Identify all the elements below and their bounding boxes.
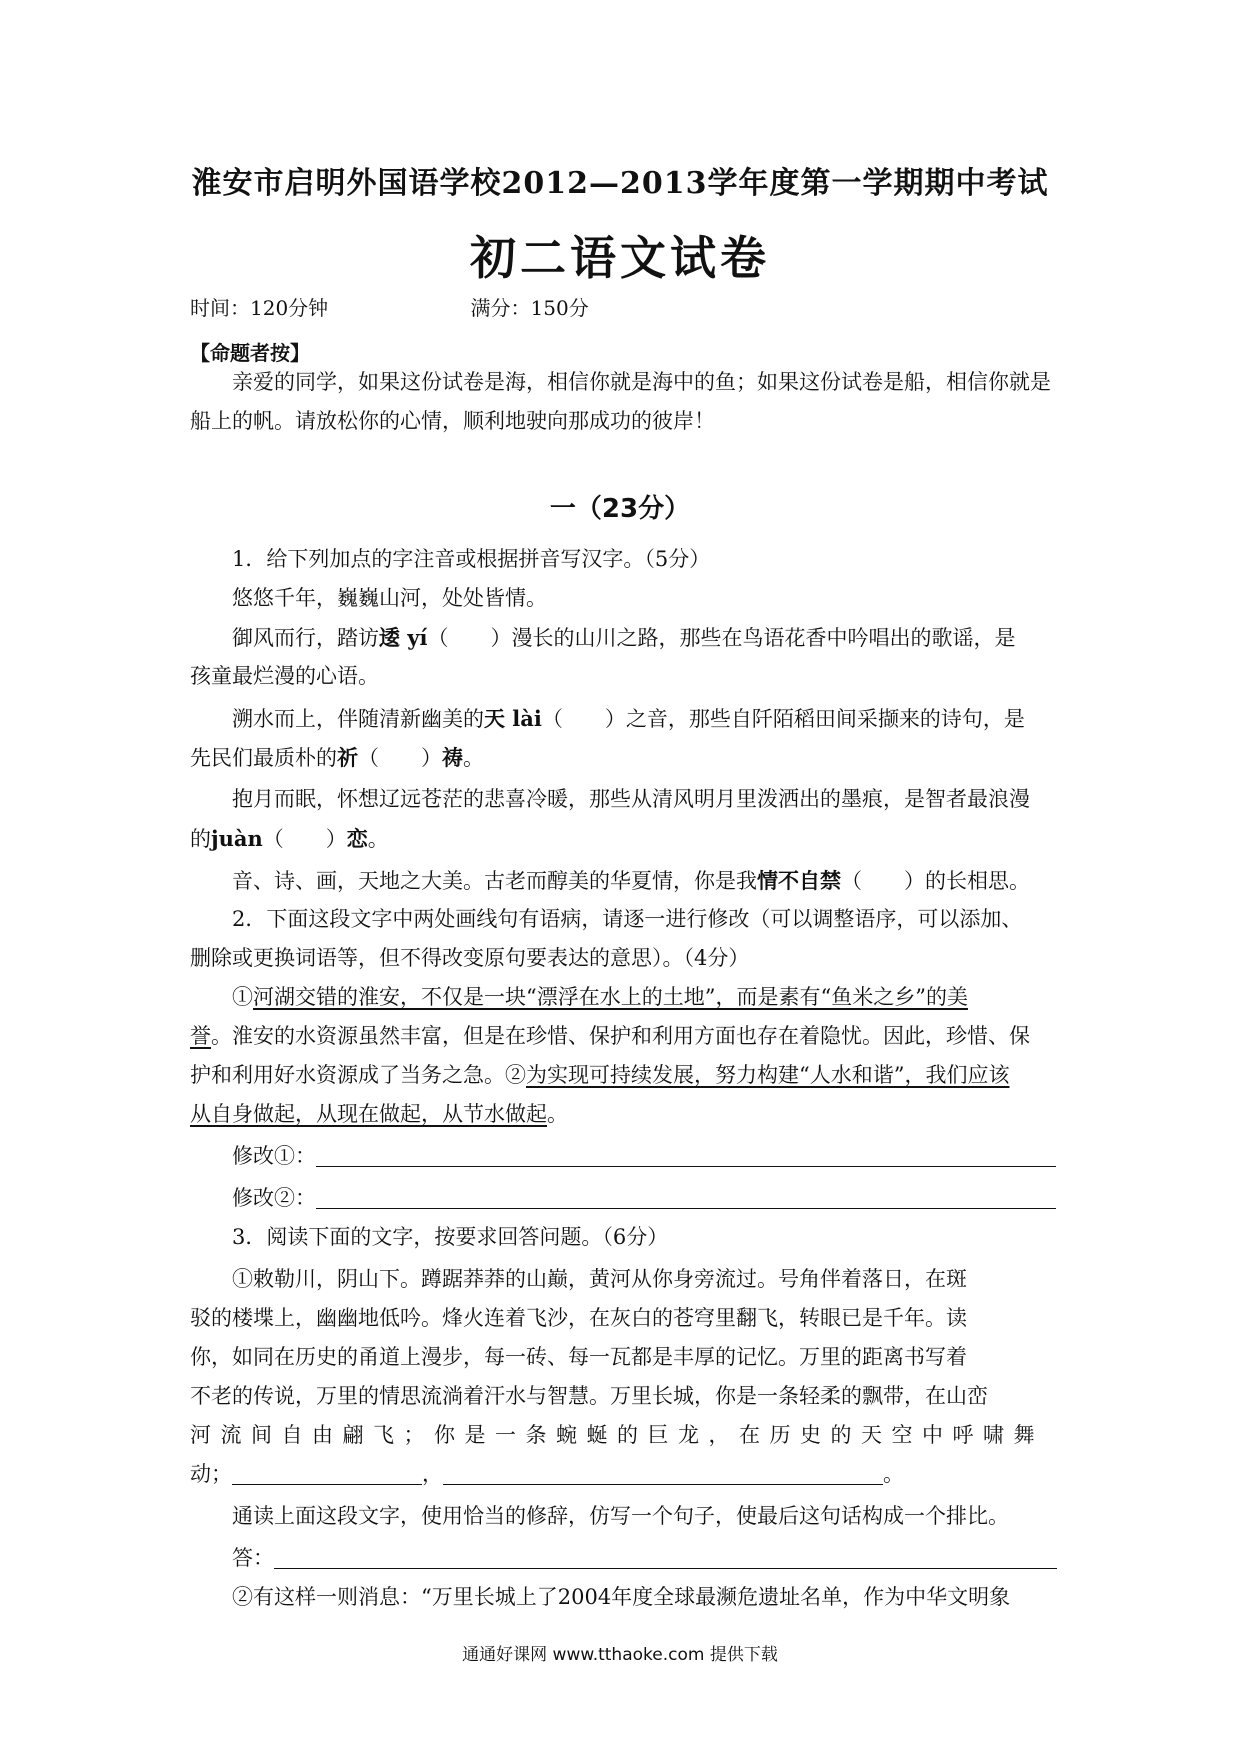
q1-text: 溯水而上，伴随清新幽美的 xyxy=(232,707,484,731)
q2-line xyxy=(190,1056,1060,1095)
q2-underlined-sentence: 为实现可持续发展，努力构建“人水和谐”，我们应该 xyxy=(526,1063,1010,1087)
q1-line: 孩童最烂漫的心语。 xyxy=(190,664,379,688)
page-footer: 通通好课网 www.tthaoke.com 提供下载 xyxy=(462,1645,778,1665)
q1-term: 恋 xyxy=(346,826,368,851)
q1-text: （ ）之音，那些自阡陌稻田间采撷来的诗句，是 xyxy=(541,707,1025,731)
q1-line xyxy=(190,618,1102,657)
q3-line: 不老的传说，万里的情思流淌着汗水与智慧。万里长城，你是一条轻柔的飘带，在山峦 xyxy=(190,1384,988,1408)
exam-score: 满分：150分 xyxy=(470,296,589,320)
q1-text: （ ） xyxy=(358,746,442,770)
q3-line: ②有这样一则消息：“万里长城上了2004年度全球最濒危遗址名单，作为中华文明象 xyxy=(232,1585,1011,1609)
q3-answer-label: 答： xyxy=(232,1546,274,1570)
q1-term: 情不自禁 xyxy=(757,868,841,893)
q3-line: 驳的楼堞上，幽幽地低吟。烽火连着飞沙，在灰白的苍穹里翻飞，转眼已是千年。读 xyxy=(190,1306,967,1330)
q2-text: 。淮安的水资源虽然丰富，但是在珍惜、保护和利用方面也存在着隐忧。因此，珍惜、保 xyxy=(211,1024,1030,1048)
answer-blank[interactable] xyxy=(443,1458,883,1485)
q3-line: 河流间自由翩飞；你是一条蜿蜒的巨龙，在历史的天空中呼啸舞 xyxy=(190,1423,1044,1447)
q3-line: 你，如同在历史的甬道上漫步，每一砖、每一瓦都是丰厚的记忆。万里的距离书写着 xyxy=(190,1345,967,1369)
q1-text: 。 xyxy=(367,827,389,851)
q2-underlined-sentence: 誉 xyxy=(190,1024,211,1048)
q2-line xyxy=(190,1095,1060,1134)
q1-term: 天 lài xyxy=(484,706,542,731)
q1-stem: 1．给下列加点的字注音或根据拼音写汉字。（5分） xyxy=(232,547,711,571)
q1-term: 祈 xyxy=(337,745,358,770)
exam-meta xyxy=(190,292,589,321)
exam-time: 时间：120分钟 xyxy=(190,296,329,320)
q2-text: 。 xyxy=(547,1102,568,1126)
q2-line xyxy=(190,978,1102,1017)
q1-text: 先民们最质朴的 xyxy=(190,746,337,770)
q1-line: 抱月而眠，怀想辽远苍茫的悲喜冷暖，那些从清风明月里泼洒出的墨痕，是智者最浪漫 xyxy=(232,787,1030,811)
q2-line xyxy=(190,1017,1060,1056)
q3-line xyxy=(190,1455,1060,1494)
q1-line xyxy=(190,819,1060,858)
answer-blank[interactable] xyxy=(232,1458,422,1485)
q3-answer xyxy=(190,1539,1102,1578)
q1-term: juàn xyxy=(211,826,263,851)
q2-fix-1 xyxy=(190,1137,1102,1176)
q2-text: 护和利用好水资源成了当务之急。② xyxy=(190,1063,526,1087)
q2-stem: 删除或更换词语等，但不得改变原句要表达的意思）。（4分） xyxy=(190,946,750,970)
q1-text: 御风而行，踏访 xyxy=(232,626,379,650)
q2-underlined-sentence: 河湖交错的淮安，不仅是一块“漂浮在水上的土地”，而是素有“鱼米之乡”的美 xyxy=(253,985,968,1009)
q3-text: 。 xyxy=(883,1462,904,1486)
exam-title-subject: 初二语文试卷 xyxy=(470,231,770,285)
q3-line: ①敕勒川，阴山下。蹲踞莽莽的山巅，黄河从你身旁流过。号角伴着落日，在斑 xyxy=(232,1267,967,1291)
q1-line: 悠悠千年，巍巍山河，处处皆情。 xyxy=(232,586,547,610)
q3-text: ， xyxy=(422,1462,443,1486)
q1-text: （ ）漫长的山川之路，那些在鸟语花香中吟唱出的歌谣，是 xyxy=(427,626,1016,650)
answer-blank[interactable] xyxy=(274,1542,1057,1569)
q1-line xyxy=(190,699,1102,738)
q3-stem: 3．阅读下面的文字，按要求回答问题。（6分） xyxy=(232,1225,669,1249)
q1-term: 祷 xyxy=(442,745,463,770)
q1-text: 音、诗、画，天地之大美。古老而醇美的华夏情，你是我 xyxy=(232,869,757,893)
q1-text: （ ）的长相思。 xyxy=(841,869,1030,893)
q1-term: 逶 yí xyxy=(379,625,428,650)
q1-line xyxy=(190,738,1060,777)
exam-title-school: 淮安市启明外国语学校2012—2013学年度第一学期期中考试 xyxy=(191,166,1049,201)
q2-text: ① xyxy=(232,985,253,1009)
q2-fix-label: 修改②： xyxy=(232,1186,316,1210)
q1-text: 的 xyxy=(190,827,211,851)
q2-stem: 2．下面这段文字中两处画线句有语病，请逐一进行修改（可以调整语序，可以添加、 xyxy=(232,907,1023,931)
preface-text: 亲爱的同学，如果这份试卷是海，相信你就是海中的鱼；如果这份试卷是船，相信你就是船上的帆。请放松你的心情，顺利地驶向那成功的彼岸！ xyxy=(190,370,1051,433)
answer-blank[interactable] xyxy=(316,1182,1056,1209)
q1-text: 。 xyxy=(463,746,484,770)
q2-underlined-sentence: 从自身做起，从现在做起，从节水做起 xyxy=(190,1102,547,1126)
q3-text: 动； xyxy=(190,1462,232,1486)
answer-blank[interactable] xyxy=(316,1140,1056,1167)
q2-fix-2 xyxy=(190,1179,1102,1218)
q2-fix-label: 修改①： xyxy=(232,1144,316,1168)
q3-line: 通读上面这段文字，使用恰当的修辞，仿写一个句子，使最后这句话构成一个排比。 xyxy=(232,1504,1009,1528)
q1-line xyxy=(190,861,1102,900)
section-1-title: 一（23分） xyxy=(549,494,691,524)
preface-heading: 【命题者按】 xyxy=(190,341,310,365)
q1-text: （ ） xyxy=(262,827,347,851)
